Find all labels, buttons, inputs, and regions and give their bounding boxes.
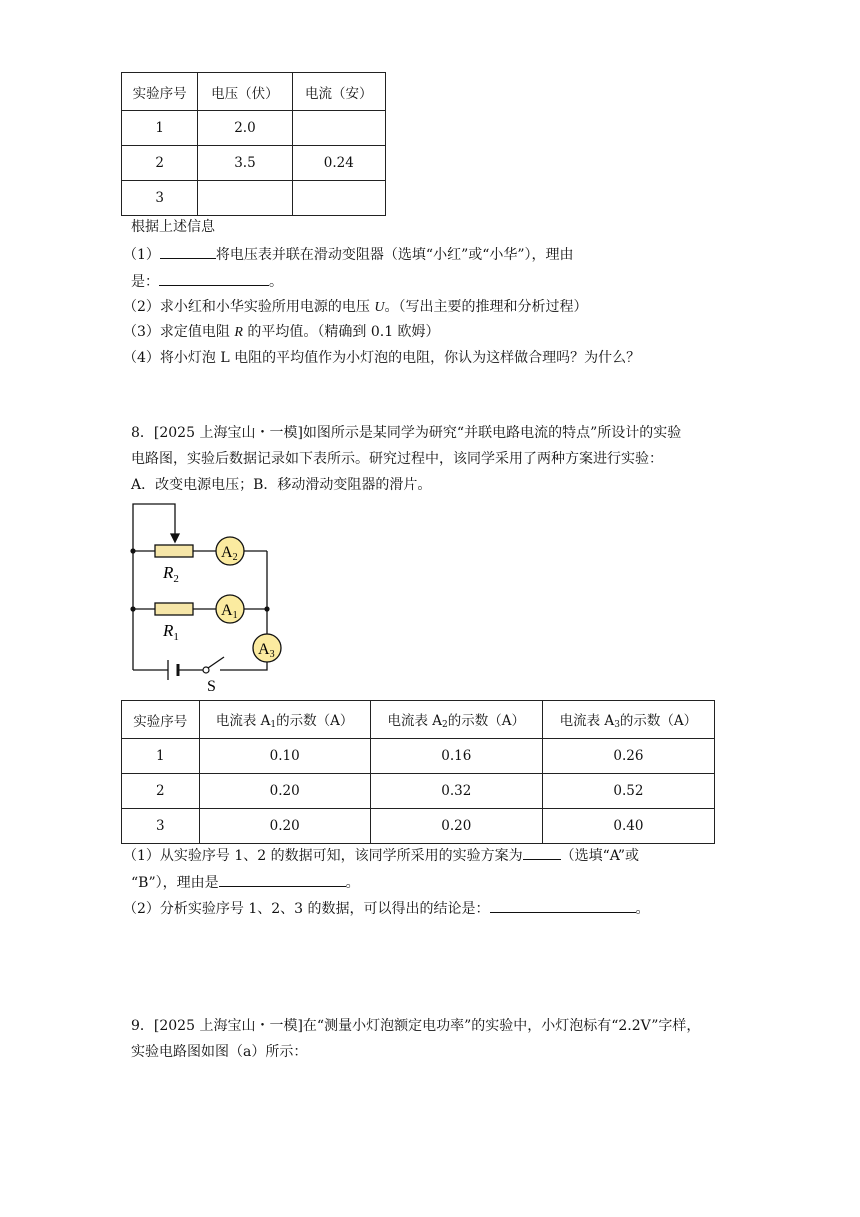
r2-label: $R_2$ xyxy=(163,563,179,585)
table-cell: 1 xyxy=(122,739,200,774)
resistor-r2 xyxy=(155,545,193,557)
junction-dot xyxy=(130,606,135,611)
q8-part2 xyxy=(123,898,650,919)
q8-stem-line1: 8．[2025 上海宝山・一模]如图所示是某同学为研究“并联电路电流的特点”所设计的实验 xyxy=(131,425,682,441)
q7-part1-end: 。 xyxy=(269,274,283,290)
table-cell: 0.52 xyxy=(542,774,714,809)
table-header: 实验序号 xyxy=(122,73,198,111)
q9-stem-line2: 实验电路图如图（a）所示： xyxy=(131,1044,308,1060)
table-cell: 3.5 xyxy=(198,146,292,181)
q7-part1-text: 将电压表并联在滑动变阻器（选填“小红”或“小华”），理由 xyxy=(215,247,574,263)
q8-part1-end: 。 xyxy=(345,875,360,891)
table-cell: 0.20 xyxy=(199,774,370,809)
table-cell: 2 xyxy=(122,774,200,809)
q7-part2 xyxy=(123,297,587,318)
q7-part1 xyxy=(123,244,574,265)
table-cell: 2 xyxy=(122,146,198,181)
table-header: 电流表 $A_3$的示数（A） xyxy=(542,701,714,739)
slider-arrow xyxy=(171,534,179,542)
answer-blank[interactable] xyxy=(219,872,346,887)
variable-r: R xyxy=(234,325,243,340)
q8-part1-line2 xyxy=(131,872,360,893)
switch-label: S xyxy=(207,678,216,695)
q7-part1-label: 是： xyxy=(131,274,159,290)
table-cell: 3 xyxy=(122,809,200,844)
q7-part1-prefix: （1） xyxy=(123,247,160,263)
table-cell: 1 xyxy=(122,111,198,146)
table-cell xyxy=(198,181,292,216)
table-header: 电流表 $A_1$的示数（A） xyxy=(199,701,370,739)
table-cell: 0.26 xyxy=(542,739,714,774)
table-cell: 2.0 xyxy=(198,111,292,146)
q7-part3-suffix: 的平均值。（精确到 0.1 欧姆） xyxy=(247,324,440,340)
q8-stem-line2: 电路图，实验后数据记录如下表所示。研究过程中，该同学采用了两种方案进行实验： xyxy=(131,451,663,467)
q8-part2-end: 。 xyxy=(635,901,650,917)
table-cell xyxy=(292,181,385,216)
answer-blank[interactable] xyxy=(159,271,269,286)
q8-part1-options: （选填“A”或 xyxy=(560,848,639,864)
q7-part1-line2 xyxy=(131,271,283,292)
table-cell: 0.40 xyxy=(542,809,714,844)
q7-part3 xyxy=(123,322,440,343)
q8-part2-text: （2）分析实验序号 1、2、3 的数据，可以得出的结论是： xyxy=(123,901,490,917)
circuit-diagram xyxy=(120,496,290,696)
svg-text:A3: A3 xyxy=(258,641,275,660)
svg-text:A2: A2 xyxy=(221,544,238,563)
table-header: 实验序号 xyxy=(122,701,200,739)
junction-dot xyxy=(130,548,135,553)
table-cell: 0.10 xyxy=(199,739,370,774)
slider-wire xyxy=(133,504,175,551)
answer-blank[interactable] xyxy=(160,244,216,259)
switch-s xyxy=(203,657,224,695)
resistor-r1 xyxy=(155,603,193,615)
q7-part2-prefix: （2）求小红和小华实验所用电源的电压 xyxy=(123,299,370,315)
table-cell: 0.20 xyxy=(370,809,542,844)
answer-blank[interactable] xyxy=(523,845,561,860)
table-cell xyxy=(292,111,385,146)
table-voltage-current xyxy=(121,72,386,216)
table-cell: 0.24 xyxy=(292,146,385,181)
table-header: 电流表 $A_2$的示数（A） xyxy=(370,701,542,739)
table-cell: 0.32 xyxy=(370,774,542,809)
r1-label: $R_1$ xyxy=(163,621,179,643)
q7-part3-prefix: （3）求定值电阻 xyxy=(123,324,230,340)
table-ammeter-readings xyxy=(121,700,715,844)
intro-text: 根据上述信息 xyxy=(131,219,215,235)
answer-blank[interactable] xyxy=(490,898,636,913)
variable-u: U xyxy=(374,300,385,315)
table-cell: 0.20 xyxy=(199,809,370,844)
svg-text:A1: A1 xyxy=(221,602,238,621)
ammeter-a2 xyxy=(216,537,244,565)
q9-stem-line1: 9．[2025 上海宝山・一模]在“测量小灯泡额定电功率”的实验中，小灯泡标有“2.2V”字样， xyxy=(131,1018,701,1034)
battery xyxy=(168,660,178,680)
q7-part2-suffix: 。（写出主要的推理和分析过程） xyxy=(384,299,588,315)
table-header: 电压（伏） xyxy=(198,73,292,111)
table-cell: 0.16 xyxy=(370,739,542,774)
table-header: 电流（安） xyxy=(292,73,385,111)
q7-part4: （4）将小灯泡 L 电阻的平均值作为小灯泡的电阻，你认为这样做合理吗？为什么？ xyxy=(123,350,641,366)
ammeter-a3 xyxy=(253,634,281,662)
junction-dot xyxy=(264,606,269,611)
table-cell: 3 xyxy=(122,181,198,216)
q8-part1-text: （1）从实验序号 1、2 的数据可知，该同学所采用的实验方案为 xyxy=(123,848,523,864)
q8-stem-line3: A．改变电源电压；B．移动滑动变阻器的滑片。 xyxy=(131,477,432,493)
q8-part1 xyxy=(123,845,639,866)
q8-part1-reason-label: “B”），理由是 xyxy=(131,875,219,891)
ammeter-a1 xyxy=(216,595,244,623)
